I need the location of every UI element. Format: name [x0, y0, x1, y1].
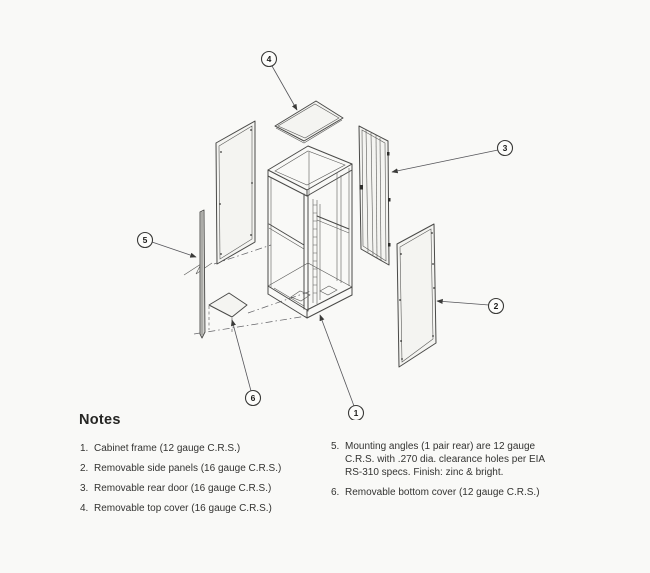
note-text: Removable bottom cover (12 gauge C.R.S.) [345, 487, 540, 498]
callout-balloon-1 [349, 406, 364, 421]
side-panel-right [397, 224, 436, 367]
note-item-2 [80, 462, 332, 475]
callout-balloon-2 [489, 299, 504, 314]
break-mark [184, 263, 212, 275]
leader-1 [320, 315, 354, 406]
centerline-lower [194, 316, 307, 334]
callout-number-1: 1 [353, 408, 359, 418]
note-item-3 [80, 482, 332, 495]
notes-column-right [331, 440, 563, 506]
centerline-cover-to-frame [248, 291, 311, 313]
side-panel-left [216, 121, 255, 264]
note-text: Removable top cover (16 gauge C.R.S.) [94, 503, 272, 514]
note-item-4 [80, 502, 332, 515]
leader-5 [152, 242, 196, 257]
note-text: Cabinet frame (12 gauge C.R.S.) [94, 443, 241, 454]
note-text: Removable side panels (16 gauge C.R.S.) [94, 463, 282, 474]
callout-number-2: 2 [493, 301, 499, 311]
callout-balloon-5 [138, 233, 153, 248]
cabinet-frame [268, 146, 352, 318]
leader-6 [232, 320, 251, 391]
note-number: 6. [331, 487, 340, 498]
eia-hole-ticks [313, 205, 317, 293]
callout-balloon-3 [498, 141, 513, 156]
notes-heading: Notes [79, 412, 121, 428]
top-cover [275, 101, 343, 143]
bottom-cover [209, 293, 247, 333]
door-hinge-top [387, 152, 390, 156]
door-latch [360, 185, 364, 190]
notes-column-left [80, 442, 332, 522]
note-number: 5. [331, 441, 340, 452]
note-number: 2. [80, 463, 89, 474]
note-item-1 [80, 442, 332, 455]
note-item-6 [331, 486, 563, 499]
note-item-5 [331, 440, 563, 479]
callout-number-5: 5 [142, 235, 148, 245]
callout-balloon-4 [262, 52, 277, 67]
leader-2 [437, 301, 489, 305]
leader-4 [272, 66, 297, 110]
callout-number-6: 6 [250, 393, 256, 403]
callout-balloon-6 [246, 391, 261, 406]
note-text: Removable rear door (16 gauge C.R.S.) [94, 483, 272, 494]
callout-number-3: 3 [502, 143, 508, 153]
door-hinge-bottom [388, 243, 391, 247]
mounting-angle [200, 210, 205, 338]
note-number: 3. [80, 483, 89, 494]
rear-door [359, 126, 391, 265]
callout-number-4: 4 [266, 54, 272, 64]
leader-3 [392, 150, 498, 172]
note-number: 1. [80, 443, 89, 454]
note-number: 4. [80, 503, 89, 514]
door-hinge-mid [388, 198, 391, 202]
note-text: Mounting angles (1 pair rear) are 12 gauge C.R.S. with .270 dia. clearance holes per EIA RS-310 specs. Finish: zinc & bright. [345, 441, 545, 478]
